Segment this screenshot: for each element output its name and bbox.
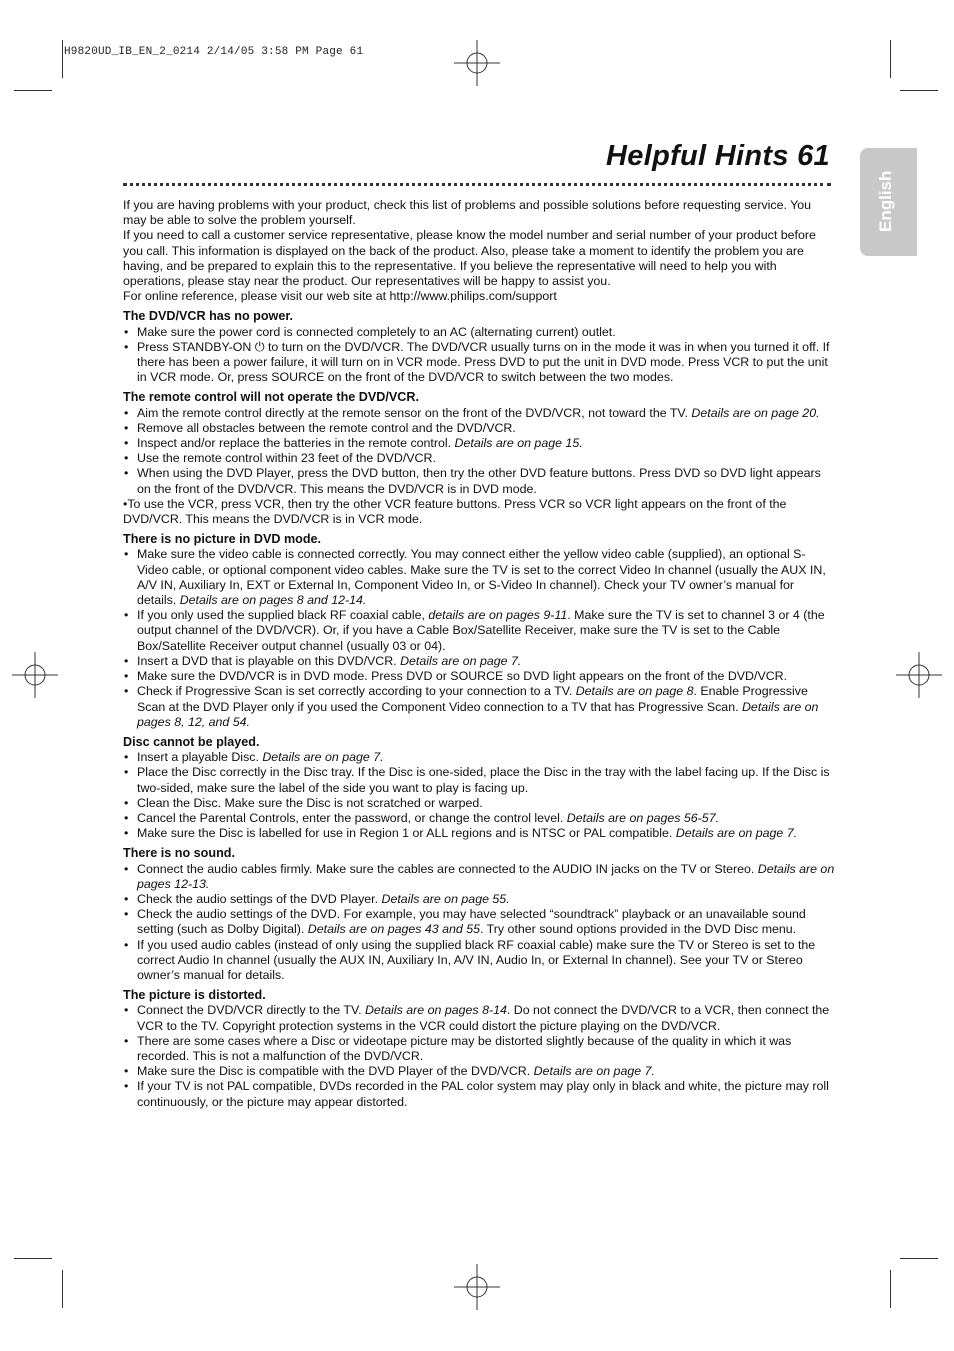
crop-mark-top-left-v [62,40,63,78]
list-item [123,938,835,984]
list-item [123,750,835,765]
solution-list [123,862,835,984]
crop-mark-bottom-right-v [890,1270,891,1308]
troubleshooting-sections [123,309,835,1109]
list-item [123,421,835,436]
page-reference: Details are on page 20. [691,405,820,420]
page-reference: Details are on page 15. [454,436,583,451]
list-item [123,862,835,892]
list-item [123,907,835,937]
intro-paragraph: For online reference, please visit our web site at http://www.philips.com/support [123,289,557,304]
item-text: If you used audio cables (instead of only using the supplied black RF coaxial cable) make sure the TV or Stereo is set to the correct Audio In channel (usually the AUX IN, Auxiliary In, A/V IN, Audio In, or External In channel). See your TV or Stereo owner’s manual for details. [137,937,816,982]
list-item [123,608,835,654]
item-text: . Do not connect the DVD/VCR to a VCR, then connect the VCR to the TV. Copyright protection systems in the VCR could distort the picture playing on the DVD/VCR. [137,1003,830,1033]
solution-list [123,547,835,729]
page-reference: Details are on page 7. [262,750,384,765]
list-item [123,1034,835,1064]
section-heading: Disc cannot be played. [123,734,260,749]
solution-list [123,750,835,841]
item-text: There are some cases where a Disc or videotape picture may be distorted slightly because of the quality in which it was recorded. This is not a malfunction of the DVD/VCR. [137,1033,792,1063]
section-heading: The DVD/VCR has no power. [123,309,294,324]
crop-mark-bottom-left-v [62,1270,63,1308]
list-item [123,1079,835,1109]
solution-list [123,325,835,386]
item-text: Make sure the DVD/VCR is in DVD mode. Press DVD or SOURCE so DVD light appears on the front of the DVD/VCR. [137,669,788,684]
page-reference: Details are on page 7. [533,1064,655,1079]
list-item [123,340,835,386]
title-dotted-rule [123,183,831,186]
registration-mark-bottom-icon [454,1264,500,1310]
page-reference: Details are on pages 8, 12, and 54. [137,699,819,729]
list-item [123,451,835,466]
page-reference: Details are on page 8 [575,684,694,699]
crop-mark-top-right-h [900,90,938,91]
item-text: Connect the DVD/VCR directly to the TV. [137,1003,365,1018]
help-content [123,198,835,1110]
item-text: If your TV is not PAL compatible, DVDs recorded in the PAL color system may play only in black and white, the picture may roll continuously, or the picture may appear distorted. [137,1079,829,1109]
item-text: Make sure the power cord is connected completely to an AC (alternating current) outlet. [137,324,616,339]
list-item [123,497,835,527]
list-item [123,406,835,421]
crop-mark-bottom-left-h [14,1258,52,1259]
list-item [123,892,835,907]
page-reference: Details are on pages 56-57. [566,810,720,825]
item-text: When using the DVD Player, press the DVD button, then try the other DVD feature buttons. Press DVD so DVD light appears on the front of the DVD/VCR. This means the DVD/VCR is in DVD mode. [137,466,821,496]
page-reference: Details are on page 7. [400,653,522,668]
solution-list [123,406,835,528]
page-reference: details are on pages 9-11 [428,608,568,623]
list-item [123,826,835,841]
item-text: Make sure the video cable is connected correctly. You may connect either the yellow video cable (supplied), an optional S-Video cable, or optional component video cables. Make sure the TV is set to the correct Video In channel (usually the AUX IN, A/V IN, Auxiliary In, EXT or External In, Component Video In, or S-Video In channel). Check your TV owner’s manual for details. [137,547,826,608]
item-text: Press STANDBY-ON ⏻ to turn on the DVD/VCR. The DVD/VCR usually turns on in the mode it was in when you turned it off. If there has been a power failure, it will turn on in VCR mode. Press DVD to put the unit in DVD mode. Press VCR to put the unit in VCR mode. Or, press SOURCE on the front of the DVD/VCR to switch between the two modes. [137,339,830,385]
list-item [123,796,835,811]
registration-mark-right-icon [896,652,942,698]
page-title: Helpful Hints 61 [606,140,830,172]
item-text: Make sure the Disc is compatible with the DVD Player of the DVD/VCR. [137,1064,534,1079]
item-text: Cancel the Parental Controls, enter the password, or change the control level. [137,810,567,825]
intro-paragraph: If you need to call a customer service representative, please know the model number and serial number of your product before you call. This information is displayed on the back of the product. Also, please take a moment to identify the problem you are having, and be prepared to explain this to the representative. If you believe the representative will need to help you with operations, please stay near the product. Our representatives will be happy to assist you. [123,228,816,289]
item-text: •To use the VCR, press VCR, then try the other VCR feature buttons. Press VCR so VCR light appears on the front of the DVD/VCR. This means the DVD/VCR is in VCR mode. [123,496,787,527]
page-reference: Details are on page 7. [675,826,798,841]
section-heading: The remote control will not operate the DVD/VCR. [123,390,419,405]
item-text: Clean the Disc. Make sure the Disc is not scratched or warped. [137,795,483,810]
item-text: Check if Progressive Scan is set correctly according to your connection to a TV. [137,684,576,699]
item-text: Make sure the Disc is labelled for use in Region 1 or ALL regions and is NTSC or PAL compatible. [137,826,676,841]
language-tab-label: English [876,170,895,232]
crop-mark-top-right-v [890,40,891,78]
list-item [123,325,835,340]
page-reference: Details are on pages 12-13. [137,861,835,891]
item-text: Use the remote control within 23 feet of the DVD/VCR. [137,451,436,466]
item-text: Insert a playable Disc. [137,750,263,765]
crop-mark-bottom-right-h [900,1258,938,1259]
list-item [123,811,835,826]
item-text: . Enable Progressive Scan at the DVD Player only if you used the Component Video connection to a TV that has Progressive Scan. [137,684,808,714]
page-reference: Details are on pages 43 and 55 [307,922,481,937]
item-text: Insert a DVD that is playable on this DVD/VCR. [137,653,401,668]
item-text: Check the audio settings of the DVD Player. [137,891,382,906]
item-text: Inspect and/or replace the batteries in the remote control. [137,436,455,451]
section-heading: There is no picture in DVD mode. [123,532,322,547]
list-item [123,1003,835,1033]
list-item [123,436,835,451]
section-heading: There is no sound. [123,846,235,861]
item-text: . Make sure the TV is set to channel 3 or 4 (the output channel of the DVD/VCR). Or, if you have a Cable Box/Satellite Receiver, make sure the TV is set to the Cable Box/Satellite Receiver output channel (usually 03 or 04). [137,608,825,653]
list-item [123,669,835,684]
registration-mark-left-icon [12,652,58,698]
item-text: . Try other sound options provided in the DVD Disc menu. [480,922,797,937]
item-text: Remove all obstacles between the remote control and the DVD/VCR. [137,420,516,435]
list-item [123,547,835,608]
print-slug: H9820UD_IB_EN_2_0214 2/14/05 3:58 PM Page 61 [64,46,364,58]
list-item [123,654,835,669]
solution-list [123,1003,835,1109]
list-item [123,466,835,496]
item-text: Check the audio settings of the DVD. For example, you may have selected “soundtrack” playback or an unavailable sound setting (such as Dolby Digital). [137,907,806,937]
page-reference: Details are on page 55. [381,891,510,906]
registration-mark-top-icon [454,40,500,86]
page-reference: Details are on pages 8 and 12-14. [179,593,367,608]
list-item [123,1064,835,1079]
page-reference: Details are on pages 8-14 [364,1003,507,1018]
list-item [123,765,835,795]
crop-mark-top-left-h [14,90,52,91]
item-text: Aim the remote control directly at the remote sensor on the front of the DVD/VCR, not toward the TV. [137,405,692,420]
item-text: Connect the audio cables firmly. Make sure the cables are connected to the AUDIO IN jacks on the TV or Stereo. [137,861,758,876]
list-item [123,684,835,730]
item-text: Place the Disc correctly in the Disc tray. If the Disc is one-sided, place the Disc in the tray with the label facing up. If the Disc is two-sided, make sure the label of the side you want to play is facing up. [137,765,830,795]
item-text: If you only used the supplied black RF coaxial cable, [137,608,429,623]
section-heading: The picture is distorted. [123,988,266,1003]
intro-paragraph: If you are having problems with your product, check this list of problems and possible solutions before requesting service. You may be able to solve the problem yourself. [123,198,812,228]
